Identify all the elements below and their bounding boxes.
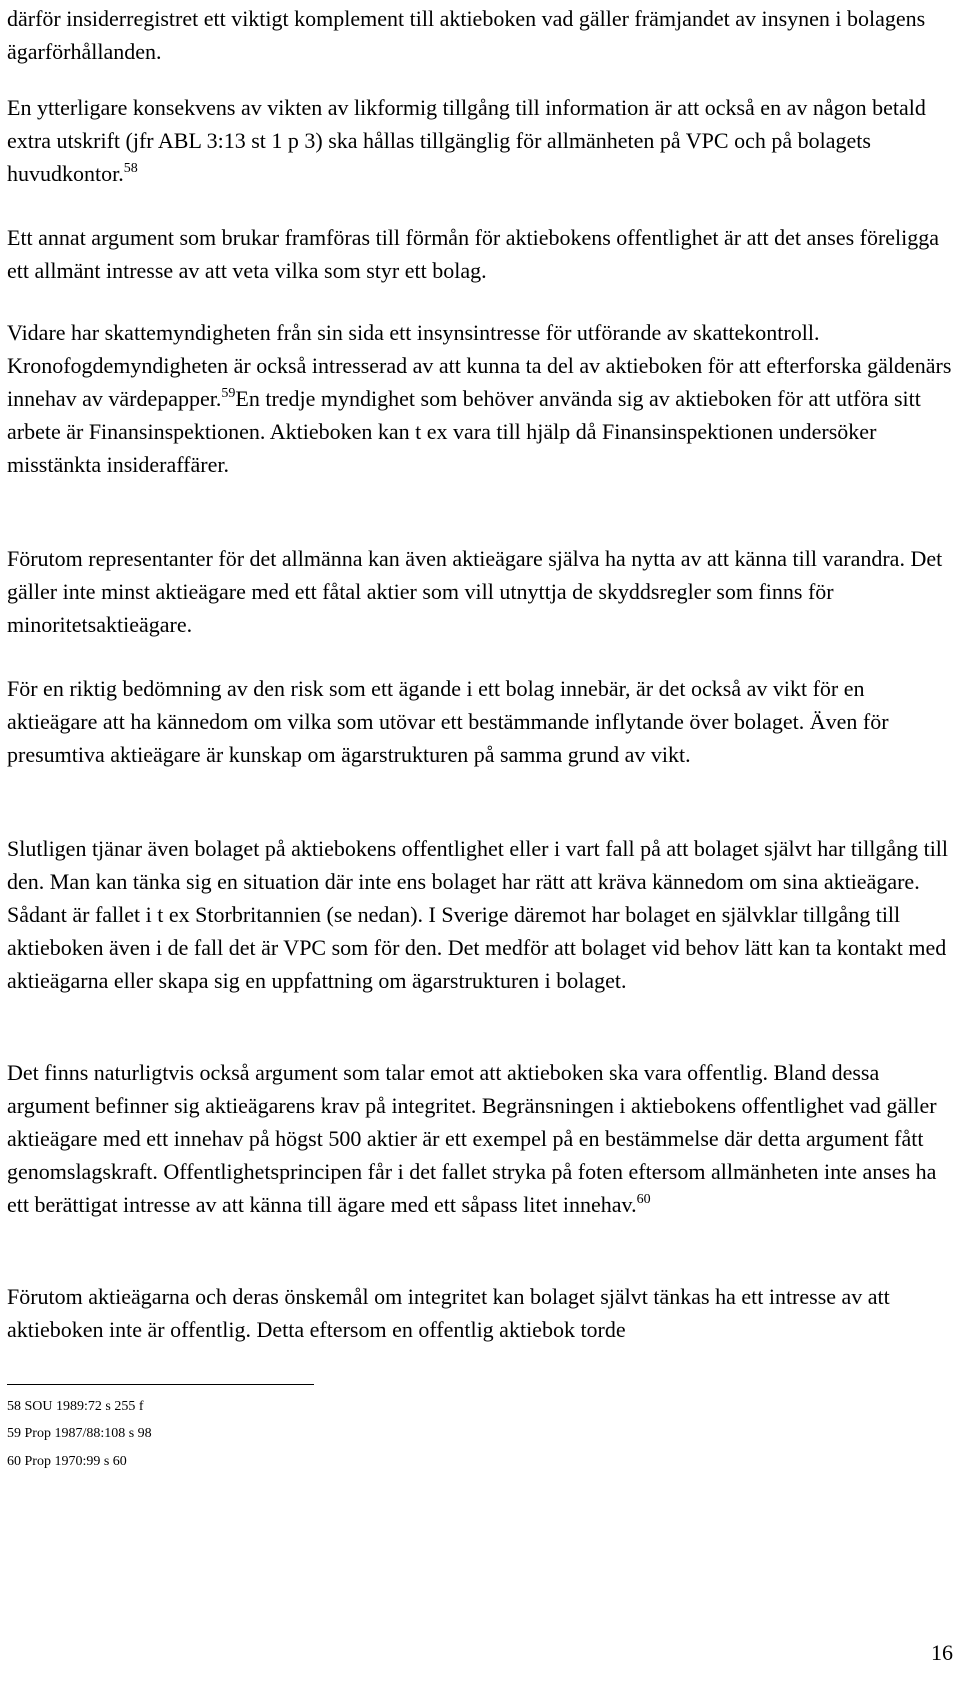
paragraph-text: En tredje myndighet som behöver använda sig av aktieboken för att utföra sitt arbete är Finansinspektionen. Aktieboken kan t ex vara till hjälp då Finansinspektionen undersöker misstänkta insideraffärer. [7, 386, 921, 477]
footnote-ref: 59 [221, 386, 236, 401]
paragraph-text: därför insiderregistret ett viktigt komplement till aktieboken vad gäller främjandet av insynen i bolagens ägarförhållanden. [7, 6, 926, 64]
footnote: 60 Prop 1970:99 s 60 [7, 1454, 127, 1469]
footnote-separator [7, 1384, 314, 1385]
page-number: 16 [931, 1640, 953, 1665]
paragraph [7, 832, 953, 997]
paragraph [7, 2, 953, 68]
paragraph [7, 542, 953, 641]
paragraph-text: För en riktig bedömning av den risk som ett ägande i ett bolag innebär, är det också av vikt för en aktieägare att ha kännedom om vilka som utövar ett bestämmande inflytande över bolaget. Även för presumtiva aktieägare är kunskap om ägarstrukturen på samma grund av vikt. [7, 676, 889, 767]
paragraph [7, 221, 953, 287]
paragraph [7, 672, 953, 771]
paragraph [7, 91, 953, 190]
footnote: 59 Prop 1987/88:108 s 98 [7, 1426, 152, 1441]
footnote-ref: 60 [636, 1192, 651, 1207]
paragraph-text: Det finns naturligtvis också argument som talar emot att aktieboken ska vara offentlig. Bland dessa argument befinner sig aktieägarens krav på integritet. Begränsningen i aktiebokens offentlighet vad gäller aktieägare med ett innehav på högst 500 aktier är ett exempel på en bestämmelse där detta argument fått genomslagskraft. Offentlighetsprincipen får i det fallet stryka på foten eftersom allmänheten inte anses ha ett berättigat intresse av att känna till ägare med ett såpass litet innehav. [7, 1060, 937, 1217]
paragraph [7, 316, 953, 481]
paragraph-text: Förutom aktieägarna och deras önskemål om integritet kan bolaget självt tänkas ha ett intresse av att aktieboken inte är offentlig. Detta eftersom en offentlig aktiebok torde [7, 1284, 890, 1342]
paragraph-text: Slutligen tjänar även bolaget på aktiebokens offentlighet eller i vart fall på att bolaget självt har tillgång till den. Man kan tänka sig en situation där inte ens bolaget har rätt att kräva kännedom om sina aktieägare. Sådant är fallet i t ex Storbritannien (se nedan). I Sverige däremot har bolaget en självklar tillgång till aktieboken även i de fall det är VPC som för den. Det medför att bolaget vid behov lätt kan ta kontakt med aktieägarna eller skapa sig en uppfattning om ägarstrukturen i bolaget. [7, 836, 949, 993]
paragraph [7, 1056, 953, 1221]
footnote-ref: 58 [123, 161, 138, 176]
footnote: 58 SOU 1989:72 s 255 f [7, 1399, 144, 1414]
paragraph [7, 1280, 953, 1346]
paragraph-text: Vidare har skattemyndigheten från sin sida ett insynsintresse för utförande av skattekontroll. Kronofogdemyndigheten är också intresserad av att kunna ta del av aktieboken för att efterforska gäldenärs innehav av värdepapper. [7, 320, 952, 411]
paragraph-text: En ytterligare konsekvens av vikten av likformig tillgång till information är att också en av någon betald extra utskrift (jfr ABL 3:13 st 1 p 3) ska hållas tillgänglig för allmänheten på VPC och på bolagets huvudkontor. [7, 95, 926, 186]
paragraph-text: Förutom representanter för det allmänna kan även aktieägare själva ha nytta av att känna till varandra. Det gäller inte minst aktieägare med ett fåtal aktier som vill utnyttja de skyddsregler som finns för minoritetsaktieägare. [7, 546, 943, 637]
paragraph-text: Ett annat argument som brukar framföras till förmån för aktiebokens offentlighet är att det anses föreligga ett allmänt intresse av att veta vilka som styr ett bolag. [7, 225, 940, 283]
